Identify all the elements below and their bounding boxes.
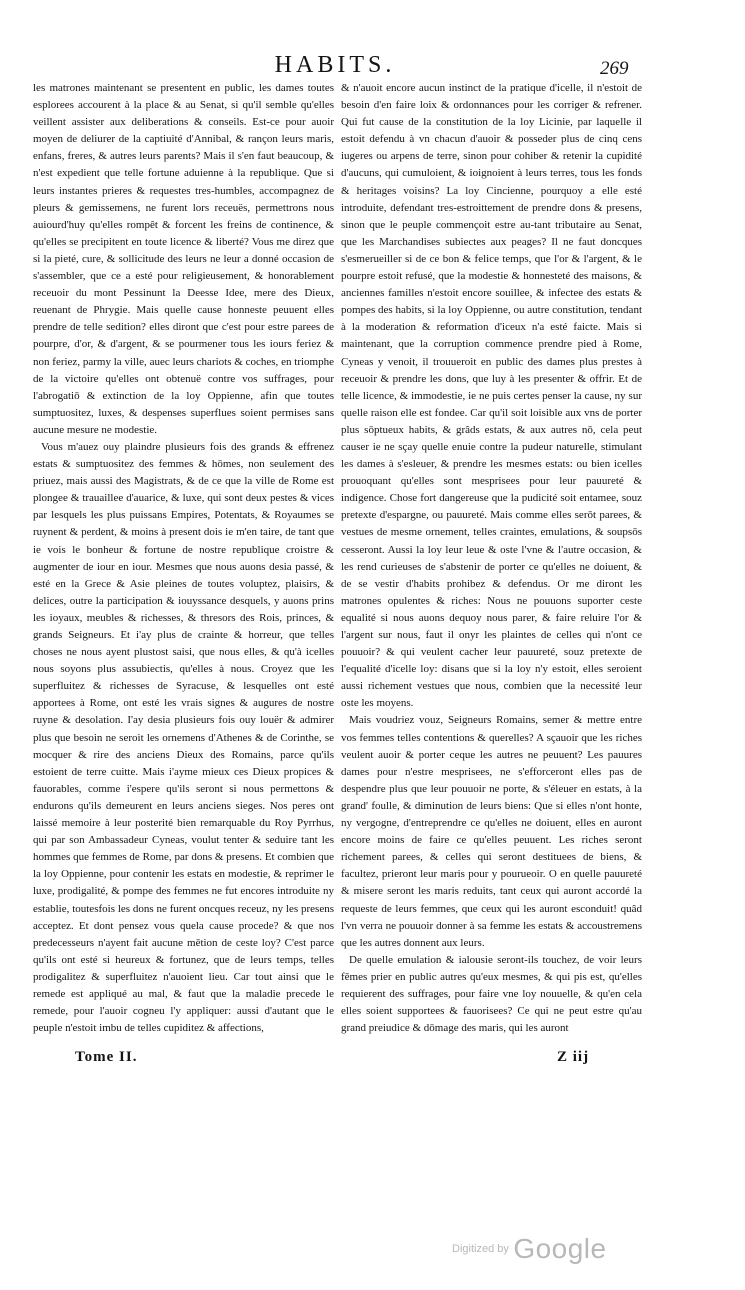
paragraph: Mais voudriez vouz, Seigneurs Romains, semer & mettre entre vos femmes telles contentions & querelles? A sçauoir que les riches veulent auoir & porter ceque les autres ne peuuent? Les pauures dames pour n'estre mesprisees, ne s'efforceront elles pas de despendre plus que leur pouuoir ne porte, & s'éleuer en estats, à la grand' foulle, & diminution de leurs biens: Que si elles n'ont honte, ny vergogne, d'entreprendre ce qu'elles ne doiuent, elles en auront encore moins de faire ce qu'elles peuuent. Les riches seront richement parees, & celles qui seront destituees de biens, & facultez, prieront leur maris pour y pourueoir. O en quelle pauureté & misere seront les maris reduits, tant ceux qui auront accordé la requeste de leurs femmes, que ceux qui les auront esconduit! quâd l'vn verra ne pouuoir donner à sa femme les estats & accoustremens que les autres donnent aux leurs.	[341, 714, 642, 949]
paragraph: & n'auoit encore aucun instinct de la pratique d'icelle, il n'estoit de besoin d'en faire loix & ordonnances pour les corriger & refrener. Qui fut cause de la constitution de la loy Licinie, par laquelle il estoit defendu à vn chacun d'auoir & posseder plus de cinq cens iugeres ou arpens de terre, sinon pour cohiber & retenir la cupidité d'aucuns, qui cumuloient, & ioignoient à leurs terres, tous les fonds & heritages voisins? La loy Cincienne, pourquoy a elle esté introduite, defendant tres-estroittement de prendre dons & presens, sinon que le peuple commençoit estre au-tant tributaire au Senat, que les Marchandises subiectes aux peages? Il ne faut doncques s'esmerueiller si de ce bon & felice temps, que l'or & l'argent, & le pourpre estoit refusé, que la modestie & honnesteté des maisons, & anciennes familles n'estoit encore souillee, & infectee des estats & pompes des habits, si la loy Oppienne, ou autre constitution, tendant à la moderation & reformation d'iceux n'a esté faicte. Mais si maintenant, que la corruption commence prendre pied à Rome, Cyneas y venoit, il trouueroit en public des dames plus prestes à receuoir & prendre les dons, que luy à les presenter & offrir. Et de telle licence, & immodestie, ie ne puis certes penser la cause, ny sur quelle raison elle est fondee. Car qu'il soit loisible aux vns de porter plus sōptueux habits, & grâds estats, & aux autres nō, cela peut causer ie ne sçay quelle enuie contre la pudeur naturelle, stimulant les dames à s'esleuer, & prendre les mesmes estats: ou bien icelles prouoquant qu'elles sont mesprisees pour leur pauureté & indigence. Chose fort dangereuse que la pudicité soit entamee, souz pretexte d'espargne, ou pauureté. Mais comme elles serōt parees, & vestues de mesme ornement, telles craintes, emulations, & soupsōs cesseront. Aussi la loy leur leue & oste l'vne & l'autre occasion, & les rend curieuses de s'abstenir de porter ce qu'elles ne doiuent, & de se vestir d'habits prohibez & defendus. Or me diront les matrones opulentes & riches: Nous ne pouuons suporter ceste equalité si nous auons dequoy nous parer, & faire reluire l'or & l'argent sur nous, faut il onyr les plaintes de celles qui n'ont ce pouuoir? & qui veulent cacher leur pauureté, souz pretexte de l'equalité d'icelle loy: disans que si la loy n'y estoit, elles seroient aussi richement vestues que nous, combien que la necessité leur oste les moyens.	[341, 82, 642, 710]
signature-mark: Z iij	[557, 1049, 590, 1065]
right-column	[341, 80, 642, 1037]
paragraph: De quelle emulation & ialousie seront-ils touchez, de voir leurs fēmes prier en public autres qu'eux mesmes, & qui pis est, qu'elles requierent des suffrages, pour faire vne loy nouuelle, & qu'en cela elles soient supportees & fauorisees? Ce qui ne peut estre qu'au grand preiudice & dōmage des maris, qui les auront	[341, 953, 642, 1035]
paragraph: les matrones maintenant se presentent en public, les dames toutes esplorees accourent à la place & au Senat, si qu'il semble qu'elles veillent assister aux deliberations & conseils. Est-ce pour auoir moyen de deliurer de la captiuité d'Annibal, & rançon leurs maris, enfans, freres, & autres leurs parents? Mais il s'en faut beaucoup, & n'est expedient que telle fortune aduienne à la republique. Que si leurs instantes prieres & requestes tres-humbles, accompagnez de pleurs & gemissemens, ne furent lors receuës, permettrons nous auiourd'huy qu'elles rompêt & forcent les freins de continence, & qu'elles se precipitent en toute licence & liberté? Vous me direz que si la pieté, cure, & sollicitude des leurs ne leur a donné occasion de s'assembler, que ce a esté pour religieusement, & honorablement receuoir du mont Pessinunt la Deesse Idee, mere des Dieux, reuenant de Phrygie. Mais quelle cause honneste peuuent elles prendre de telle sedition? elles diront que c'est pour estre parees de pourpre, d'or, & d'argent, & se pourmener tous les iours feriez & non feriez, parmy la ville, auec leurs chariots & coches, en triomphe de la victoire qu'elles ont obtenuë contre vos suffrages, pour l'abrogatiō & extinction de la loy Oppienne, afin que toutes sumptuositez, luxes, & despenses superflues soient permises sans aucune mesure ne modestie.	[33, 82, 334, 436]
running-head: HABITS.	[274, 52, 396, 78]
left-column	[33, 80, 334, 1037]
volume-label: Tome II.	[75, 1049, 138, 1065]
paragraph: Vous m'auez ouy plaindre plusieurs fois des grands & effrenez estats & sumptuositez des femmes & hōmes, non seulement des priuez, mais aussi des Magistrats, & de ce que la ville de Rome est plongee & trauaillee d'auarice, & luxe, qui sont deux pestes & vices par lesquels les plus puissans Empires, Potentats, & Royaumes se ruynent & perdent, & moins à present dois ie m'en taire, de tant que ie vois le bonheur & fortune de nostre republique croistre & augmenter de iour en iour. Mesmes que nous auons desia passé, & esté en la Grece & Asie pleines de toutes voluptez, plaisirs, & delices, outre la participation & iouyssance desquels, y auons prins les ioyaux, meubles & richesses, & thresors des Rois, princes, & grands Seigneurs. Et i'ay plus de crainte & horreur, que telles choses ne nous ayent plustost saisi, que nous elles, & qu'à icelles nous soyons plus assubiectis, qu'elles à nous. Croyez que les superfluitez & richesses de Syracuse, & lesquelles ont esté apportees à Rome, ont esté les vrais signes & augures de nostre ruyne & desolation. I'ay desia plusieurs fois ouy louër & admirer plus que besoin ne seroit les ornemens d'Athenes & de Corinthe, se mocquer & rire des anciens Dieux des Romains, parce qu'ils estoient de terre cuitte. Mais i'ayme mieux ces Dieux propices & fauorables, comme i'espere qu'ils seront si nous permettons & endurons qu'ils demeurent en leurs anciens sieges. Nos peres ont laissé memoire à leur posterité bien remarquable du Roy Pyrrhus, qui par son Ambassadeur Cyneas, voulut tenter & seduire tant les hommes que femmes de Rome, par dons & presens. Et combien que la loy Oppienne, pour contenir les estats en modestie, & reprimer le luxe, prodigalité, & pompe des femmes ne fut encores introduite ny establie, toutesfois les dons ne furent oncques receuz, ny les presens acceptez. Et dont pensez vous quela cause procede? & que nos predecesseurs n'ayent fait aucune mētion de ceste loy? C'est parce qu'ils ont esté si heureux & fortunez, que de leurs temps, telles prodigalitez & superfluitez n'auoient lieu. Car tout ainsi que le remede est appliqué au mal, & faut que la maladie precede le remede, pour l'auoir cogneu l'y appliquer: aussi d'autant que le peuple n'estoit imbu de telles cupiditez & affections,	[33, 440, 334, 1035]
google-logo: Google	[513, 1233, 607, 1264]
digitized-watermark	[452, 1233, 607, 1265]
page-number: 269	[600, 58, 629, 79]
watermark-prefix: Digitized by	[452, 1243, 509, 1255]
